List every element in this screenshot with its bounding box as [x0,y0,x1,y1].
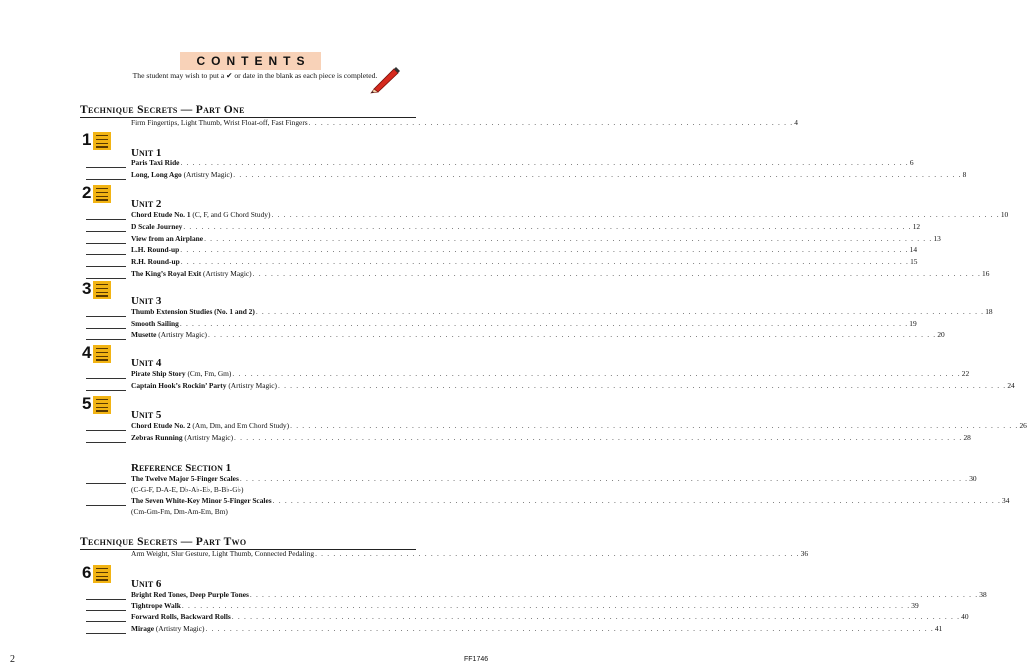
page-ref: 15 [910,257,918,267]
leader-dots: . . . . . . . . . . . . . . . . . . . . . . . . . . . . . . . . . . . . . . . . . . . . . . . . . . . . . . . . . . . . . . . . . . . . . . . . . . . . . . . . . . . . . . . . . . . . . . . . . . . . . . . . . . . . . . . . . . . . . . . . [272,496,1002,505]
unit-title: Unit 3 [131,295,162,307]
toc-entry[interactable] [131,170,967,180]
completion-blank[interactable] [86,179,126,180]
toc-entry[interactable] [131,221,921,232]
leader-dots: . . . . . . . . . . . . . . . . . . . . . . . . . . . . . . . . . . . . . . . . . . . . . . . . . . . . . . . . . . . . . . . . . . . . . . . . . . . . . . . . . . . . . . . . . . . . . . . . . . . . . . . . . . . . . . . . . . . . . . . . [183,221,912,231]
toc-entry[interactable] [131,210,1009,220]
toc-entry[interactable] [131,369,970,379]
entry-title [131,319,179,329]
completion-blank[interactable] [86,243,126,244]
completion-blank[interactable] [86,599,126,600]
entry-bold-title: Chord Etude No. 1 [131,210,191,219]
entry-title [131,496,272,506]
toc-entry[interactable] [131,233,941,244]
leader-dots: . . . . . . . . . . . . . . . . . . . . . . . . . . . . . . . . . . . . . . . . . . . . . . . . . . . . . . . . . . . . . . . . . . . . . . . . . . . . . . . . . . . . . . . . . . . . . . . . . . . . . . . . . . . . . . . . . . . . . . . . [232,369,961,378]
page-ref: 20 [937,330,945,339]
page-ref: 19 [909,318,917,328]
toc-entry[interactable] [131,590,987,600]
leader-dots: . . . . . . . . . . . . . . . . . . . . . . . . . . . . . . . . . . . . . . . . . . . . . . . . . . . . . . . . . . . . . . . . . . . . . . . . . . . . . . . . [308,118,794,127]
entry-bold-title: The King’s Royal Exit [131,269,202,278]
scale-list: (Cm-Gm-Fm, Dm-Am-Em, Bm) [131,507,228,516]
leader-dots: . . . . . . . . . . . . . . . . . . . . . . . . . . . . . . . . . . . . . . . . . . . . . . . . . . . . . . . . . . . . . . . . . . . . . . . . . . . . . . . . . . . . . . . . . . . . . . . . . . . . . . . . . . . . . . . . . . . . . . . . [233,170,962,180]
page-ref: 24 [1007,380,1015,390]
unit-emblem-icon [93,281,111,299]
unit-badge [82,132,116,150]
toc-entry[interactable] [131,612,969,622]
entry-title [131,433,233,443]
page-ref: 8 [962,170,967,180]
page-ref: 39 [911,601,919,611]
part-one-intro[interactable] [131,118,798,128]
page-ref: 40 [961,612,969,622]
unit-number: 5 [82,394,92,413]
toc-entry[interactable] [131,601,919,611]
entry-title [131,245,179,255]
part-two-title: Technique Secrets — Part Two [80,536,247,548]
page-number: 2 [10,654,15,665]
page-ref: 30 [969,474,977,483]
leader-dots: . . . . . . . . . . . . . . . . . . . . . . . . . . . . . . . . . . . . . . . . . . . . . . . . . . . . . . . . . . . . . . . . . . . . . . . . . . . . . . . . . . . . . . . . . . . . . . . . . . . . . . . . . . . . . . . . . . . . . . . . [234,432,963,442]
entry-title [131,330,207,340]
entry-subtitle: (Artistry Magic) [181,170,233,180]
entry-title [131,612,231,622]
unit-badge [82,396,116,414]
entry-subtitle: (Artistry Magic) [156,330,207,339]
entry-bold-title: Chord Etude No. 2 [131,421,191,430]
page-ref: 6 [909,158,914,167]
unit-emblem-icon [93,185,111,203]
completion-blank[interactable] [86,266,126,267]
unit-number: 3 [82,279,92,298]
leader-dots: . . . . . . . . . . . . . . . . . . . . . . . . . . . . . . . . . . . . . . . . . . . . . . . . . . . . . . . . . . . . . . . . . . . . . . . . . . . . . . . . . . . . . . . . . . . . . . . . . . . . . . . . . . . . . . . . . . . . . . . . [181,601,911,611]
page-ref: 34 [1002,496,1010,505]
toc-entry[interactable] [131,318,917,329]
entry-title: Firm Fingertips, Light Thumb, Wrist Float-off, Fast Fingers [131,118,308,127]
entry-bold-title: R.H. Round-up [131,257,180,267]
toc-entry[interactable] [131,307,993,317]
completion-blank[interactable] [86,167,126,168]
entry-bold-title: Captain Hook’s Rockin’ Party [131,380,227,390]
page-ref: 12 [912,221,921,231]
scale-list: (C-G-F, D-A-E, D♭-A♭-E♭, B-B♭-G♭) [131,485,244,494]
unit-title: Unit 1 [131,147,162,159]
entry-title [131,421,289,431]
part-two-intro[interactable] [131,549,809,559]
leader-dots: . . . . . . . . . . . . . . . . . . . . . . . . . . . . . . . . . . . . . . . . . . . . . . . . . . . . . . . . . . . . . . . . . . . . . . . . . . . . . . . . . . . . . . . . . . . . . . . . . . . . . . . . . . . . . . . . . . . . . . . . [180,245,909,255]
leader-dots: . . . . . . . . . . . . . . . . . . . . . . . . . . . . . . . . . . . . . . . . . . . . . . . . . . . . . . . . . . . . . . . . . . . . . . . . . . . . . . . . . . . . . . . . . . . . . . . . . . . . . . . . . . . . . . . . . . . . . . . . [239,474,969,483]
toc-entry[interactable] [131,330,945,340]
entry-subtitle: (Cm, Fm, Gm) [185,369,232,378]
leader-dots: . . . . . . . . . . . . . . . . . . . . . . . . . . . . . . . . . . . . . . . . . . . . . . . . . . . . . . . . . . . . . . . . . . . . . . . . . . . . . . . . . . . . . . . . . . . . . . . . . . . . . . . . . . . . . . . . . . . . . . . . [231,612,961,622]
toc-entry[interactable] [131,245,918,255]
leader-dots: . . . . . . . . . . . . . . . . . . . . . . . . . . . . . . . . . . . . . . . . . . . . . . . . . . . . . . . . . . . . . . . . . . . . . . . . . . . . . . . . . . . . . . . . . . . . . . . . . . . . . . . . . . . . . . . . . . . . . . . . [179,318,909,328]
entry-bold-title: Musette [131,330,157,339]
entry-title [131,307,255,317]
leader-dots: . . . . . . . . . . . . . . . . . . . . . . . . . . . . . . . . . . . . . . . . . . . . . . . . . . . . . . . . . . . . . . . . . . . . . . . . . . . . . . . . . . . . . . . . . . . . . . . . . . . . . . . . . . . . . . . . . . . . . . . . [204,233,933,243]
part-one-title: Technique Secrets — Part One [80,104,245,116]
completion-blank[interactable] [86,430,126,431]
leader-dots: . . . . . . . . . . . . . . . . . . . . . . . . . . . . . . . . . . . . . . . . . . . . . . . . . . . . . . . . . . . . . . . . . . . . . . . . . . . . . . . . . . . . . . . . . . . . . . . . . . . . . . . . . . . . . . . . . . . . . . . . [277,380,1007,390]
page-ref: 18 [985,307,993,316]
entry-subtitle: (Artistry Magic) [153,623,205,633]
entry-bold-title: Forward Rolls, Backward Rolls [131,612,231,622]
leader-dots: . . . . . . . . . . . . . . . . . . . . . . . . . . . . . . . . . . . . . . . . . . . . . . . . . . . . . . . . . . . . . . . . . . . . . . . . . . . . . . . . . . . . . . . . . . . . . . . . . . . . . . . . . . . . . . . . . . . . . . . . [207,330,937,339]
entry-subtitle: (Artistry Magic) [182,432,234,442]
entry-bold-title: Long, Long Ago [131,170,182,180]
entry-title [131,234,203,244]
entry-bold-title: Mirage [131,623,154,633]
entry-bold-title: L.H. Round-up [131,245,180,255]
unit-emblem-icon [93,345,111,363]
completion-blank[interactable] [86,621,126,622]
page-ref: 13 [933,233,941,243]
toc-entry[interactable] [131,257,918,267]
unit-emblem-icon [93,396,111,414]
toc-entry[interactable] [131,623,943,634]
unit-badge [82,185,116,203]
toc-entry[interactable] [131,432,971,443]
entry-title [131,474,239,484]
entry-bold-title: Paris Taxi Ride [131,158,180,167]
page-ref: 38 [979,590,987,599]
toc-entry[interactable] [131,380,1015,391]
toc-entry[interactable] [131,421,1027,431]
leader-dots: . . . . . . . . . . . . . . . . . . . . . . . . . . . . . . . . . . . . . . . . . . . . . . . . . . . . . . . . . . . . . . . . . . . . . . . . . . . . . . . . . . . . . . . . . . . . . . . . . . . . . . . . . . . . . . . . . . . . . . . . [180,257,910,267]
reference-section-title: Reference Section 1 [131,462,232,474]
entry-bold-title: Bright Red Tones, Deep Purple Tones [131,590,249,599]
leader-dots: . . . . . . . . . . . . . . . . . . . . . . . . . . . . . . . . . . . . . . . . . . . . . . . . . . . . . . . . . . . . . . . . . . . . . . . . . . . . . . . . . . . . . . . . . . . . . . . . . . . . . . . . . . . . . . . . . . . . . . . . [252,269,982,278]
entry-title [131,381,277,391]
entry-title [131,590,249,600]
page-ref: 14 [909,245,918,255]
entry-title [131,369,231,379]
leader-dots: . . . . . . . . . . . . . . . . . . . . . . . . . . . . . . . . . . . . . . . . . . . . . . . . . . . . . . . . . . . . . . . . . . . . . . . . . . . . . . . . . . . . . . . . . . . . . . . . . . . . . . . . . . . . . . . . . . . . . . . . [205,623,934,633]
completion-blank[interactable] [86,254,126,255]
pencil-icon [368,67,402,93]
completion-blank[interactable] [86,390,126,391]
catalog-code: FF1746 [464,656,489,663]
entry-title: Arm Weight, Slur Gesture, Light Thumb, Connected Pedaling [131,549,315,558]
completion-blank[interactable] [86,633,126,634]
entry-bold-title: The Seven White-Key Minor 5-Finger Scales [131,496,272,505]
unit-emblem-icon [93,132,111,150]
page-ref: 4 [794,118,798,127]
entry-title [131,222,182,232]
page-ref: 28 [963,432,971,442]
leader-dots: . . . . . . . . . . . . . . . . . . . . . . . . . . . . . . . . . . . . . . . . . . . . . . . . . . . . . . . . . . . . . . . . . . . . . . . . . . . . . . . . . . . . . . . . . . . . . . . . . . . . . . . . . . . . . . . . . . . . . . . . [290,421,1019,430]
unit-number: 6 [82,563,92,582]
entry-bold-title: Smooth Sailing [131,318,179,328]
completion-blank[interactable] [86,278,126,279]
completion-blank[interactable] [86,328,126,329]
entry-bold-title: View from an Airplane [131,233,204,243]
entry-title [131,257,180,267]
unit-title: Unit 6 [131,578,162,590]
unit-badge [82,281,116,299]
leader-dots: . . . . . . . . . . . . . . . . . . . . . . . . . . . . . . . . . . . . . . . . . . . . . . . . . . . . . . . . . . . . . . . . . . . . . . . . . . . . . . . . . . . . . . . . . . . . . . . . . . . . . . . . . . . . . . . . . . . . . . . . [271,210,1000,219]
completion-blank[interactable] [86,339,126,340]
leader-dots: . . . . . . . . . . . . . . . . . . . . . . . . . . . . . . . . . . . . . . . . . . . . . . . . . . . . . . . . . . . . . . . . . . . . . . . . . . . . . . . . . . . . . . . . . . . . . . . . . . . . . . . . . . . . . . . . . . . . . . . . [249,590,979,599]
entry-subtitle: (Artistry Magic) [201,269,252,278]
entry-title [131,210,270,220]
leader-dots: . . . . . . . . . . . . . . . . . . . . . . . . . . . . . . . . . . . . . . . . . . . . . . . . . . . . . . . . . . . . . . . . . . . . . . . . . . . . . . . . . . . . . . . . . . . . . . . . . . . . . . . . . . . . . . . . . . . . . . . . [180,158,909,167]
page-ref: 10 [1000,210,1009,219]
page-ref: 36 [800,549,809,558]
unit-emblem-icon [93,565,111,583]
unit-number: 2 [82,183,92,202]
contents-title: CONTENTS [180,52,321,70]
unit-number: 1 [82,130,92,149]
leader-dots: . . . . . . . . . . . . . . . . . . . . . . . . . . . . . . . . . . . . . . . . . . . . . . . . . . . . . . . . . . . . . . . . . . . . . . . . . . . . . . . . [315,549,800,558]
completion-blank[interactable] [86,483,126,484]
page-ref: 22 [961,369,970,378]
entry-bold-title: Tightrope Walk [131,601,181,611]
toc-entry[interactable] [131,474,977,484]
completion-blank[interactable] [86,316,126,317]
entry-title [131,170,232,180]
completion-blank[interactable] [86,505,126,506]
entry-title [131,269,252,279]
entry-subtitle: (Artistry Magic) [226,380,277,390]
toc-entry[interactable] [131,269,990,279]
page-ref: 41 [934,623,943,633]
instruction-note: The student may wish to put a ✔ or date in the blank as each piece is completed. [132,71,378,80]
completion-blank[interactable] [86,610,126,611]
toc-entry[interactable] [131,158,914,168]
unit-title: Unit 2 [131,198,162,210]
unit-badge [82,345,116,363]
entry-bold-title: The Twelve Major 5-Finger Scales [131,474,239,483]
page-ref: 26 [1019,421,1027,430]
toc-entry[interactable] [131,496,1010,506]
page-ref: 16 [982,269,990,278]
completion-blank[interactable] [86,231,126,232]
unit-title: Unit 4 [131,357,162,369]
completion-blank[interactable] [86,442,126,443]
completion-blank[interactable] [86,378,126,379]
entry-subtitle: (C, F, and G Chord Study) [190,210,271,219]
unit-title: Unit 5 [131,409,162,421]
entry-bold-title: Zebras Running [131,432,183,442]
entry-title [131,601,181,611]
unit-number: 4 [82,343,92,362]
entry-title [131,624,204,634]
entry-subtitle: (Am, Dm, and Em Chord Study) [190,421,290,430]
completion-blank[interactable] [86,219,126,220]
entry-bold-title: D Scale Journey [131,221,183,231]
entry-bold-title: Thumb Extension Studies (No. 1 and 2) [131,307,255,316]
entry-title [131,158,179,168]
unit-badge [82,565,116,583]
entry-bold-title: Pirate Ship Story [131,369,186,378]
leader-dots: . . . . . . . . . . . . . . . . . . . . . . . . . . . . . . . . . . . . . . . . . . . . . . . . . . . . . . . . . . . . . . . . . . . . . . . . . . . . . . . . . . . . . . . . . . . . . . . . . . . . . . . . . . . . . . . . . . . . . . . . [255,307,985,316]
